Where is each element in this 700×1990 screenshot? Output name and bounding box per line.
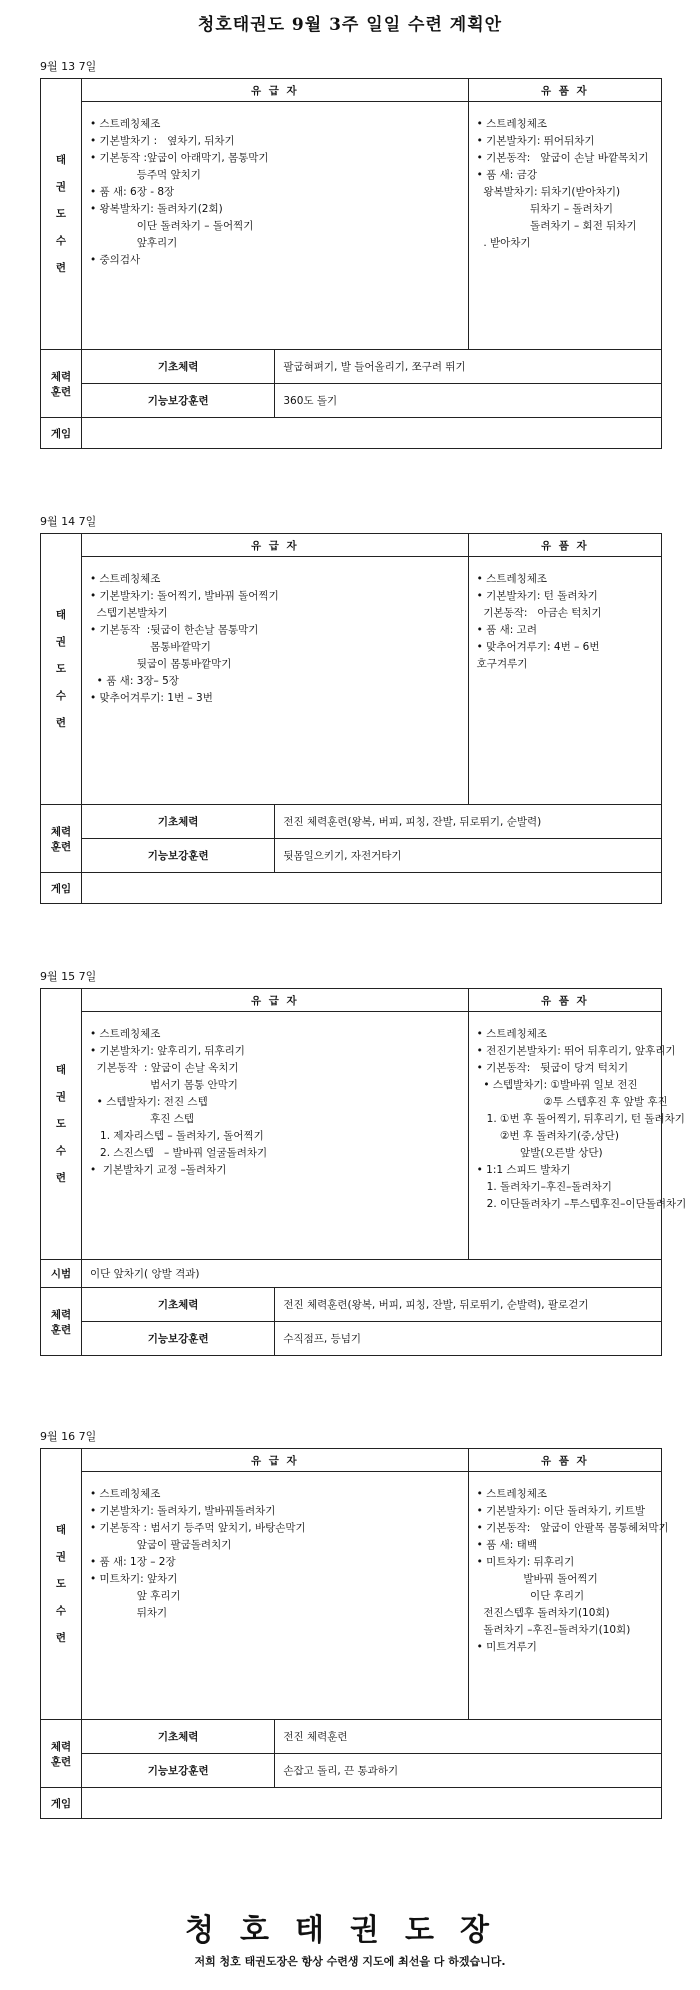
basic-fitness-label: 기초체력	[82, 1720, 275, 1754]
game-label: 게임	[41, 418, 82, 449]
training-label: 태 권 도 수 련	[41, 989, 82, 1260]
senior-plan: • 스트레칭체조 • 기본발차기: 이단 돌려차기, 키트발 • 기본동작: 앞굽이 안팔목 몸통헤쳐막기 • 품 새: 태백 • 미트차기: 뒤후리기 발바꿔 돌어찍기 이단 후리기 전진스텝후 돌려차기(10회) 돌려차기 –후진–돌려차기(10회) • 미트겨루기	[468, 1472, 661, 1720]
game-value	[82, 1788, 662, 1819]
senior-plan: • 스트레칭체조 • 기본발차기: 턴 돌려차기 기본동작: 아금손 턱치기 • 품 새: 고려 • 맞추어겨루기: 4번 – 6번 호구겨루기	[468, 557, 661, 805]
fitness-label: 체력 훈련	[41, 1720, 82, 1788]
basic-fitness-label: 기초체력	[82, 1288, 275, 1322]
day-date: 9월 15 7일	[40, 970, 97, 983]
column-header-junior: 유 급 자	[82, 1449, 469, 1472]
day-plan-table	[40, 78, 662, 449]
senior-plan: • 스트레칭체조 • 기본발차기: 뛰어뒤차기 • 기본동작: 앞굽이 손날 바깥목치기 • 품 새: 금강 왕복발차기: 뒤차기(받아차기) 뒤차기 – 돌려차기 돌려차기 – 회전 뒤차기 . 받아차기	[468, 102, 661, 350]
training-label: 태 권 도 수 련	[41, 1449, 82, 1720]
game-label: 게임	[41, 873, 82, 904]
supplement-training-label: 기능보강훈련	[82, 839, 275, 873]
senior-plan: • 스트레칭체조 • 전진기본발차기: 뛰어 뒤후리기, 앞후리기 • 기본동작: 뒷굽이 당겨 턱치기 • 스텝발차기: ①발바꿔 일보 전진 ②투 스텝후진 후 앞발 후진 1. ①번 후 돌어찍기, 뒤후리기, 턴 돌려차기 ②번 후 돌려차기(중,상단) 앞발(오른발 상단) • 1:1 스피드 발차기 1. 돌려차기–후진–돌려차기 2. 이단돌려차기 –투스텝후진–이단돌려차기	[468, 1012, 661, 1260]
training-label: 태 권 도 수 련	[41, 534, 82, 805]
page-title: 청호태권도 9월 3주 일일 수련 계획안	[197, 15, 503, 35]
supplement-training-label: 기능보강훈련	[82, 384, 275, 418]
column-header-junior: 유 급 자	[82, 79, 469, 102]
junior-plan: • 스트레칭체조 • 기본발차기: 앞후리기, 뒤후리기 기본동작 : 앞굽이 손날 옥치기 범서기 몸통 안막기 • 스텝발차기: 전진 스텝 후진 스텝 1. 제자리스텝 – 돌려차기, 돌어찍기 2. 스진스텝 – 발바꿔 얼굴돌려차기 • 기본발차기 교정 –돌려차기	[82, 1012, 469, 1260]
supplement-training-value: 수직점프, 등넘기	[275, 1322, 662, 1356]
basic-fitness-value: 전진 체력훈련(왕복, 버피, 피칭, 잔발, 뒤로뛰기, 순발력), 팔로걷기	[275, 1288, 662, 1322]
supplement-training-value: 뒷몸일으키기, 자전거타기	[275, 839, 662, 873]
footer-slogan: 저희 청호 태권도장은 항상 수련생 지도에 최선을 다 하겠습니다.	[194, 1955, 506, 1968]
supplement-training-value: 손잡고 돌리, 끈 통과하기	[275, 1754, 662, 1788]
fitness-label: 체력 훈련	[41, 1288, 82, 1356]
game-label: 게임	[41, 1788, 82, 1819]
game-value	[82, 873, 662, 904]
supplement-training-label: 기능보강훈련	[82, 1754, 275, 1788]
supplement-training-label: 기능보강훈련	[82, 1322, 275, 1356]
day-plan-table	[40, 533, 662, 904]
column-header-senior: 유 품 자	[468, 989, 661, 1012]
supplement-training-value: 360도 돌기	[275, 384, 662, 418]
junior-plan: • 스트레칭체조 • 기본발차기 : 옆차기, 뒤차기 • 기본동작 :앞굽이 아래막기, 몸통막기 등주먹 앞치기 • 품 새: 6장 - 8장 • 왕복발차기: 돌려차기(2회) 이단 돌려차기 – 돌어찍기 앞후리기 • 중의검사	[82, 102, 469, 350]
basic-fitness-label: 기초체력	[82, 350, 275, 384]
basic-fitness-label: 기초체력	[82, 805, 275, 839]
training-label: 태 권 도 수 련	[41, 79, 82, 350]
day-date: 9월 13 7일	[40, 60, 97, 73]
column-header-junior: 유 급 자	[82, 989, 469, 1012]
column-header-senior: 유 품 자	[468, 79, 661, 102]
day-plan-table	[40, 988, 687, 1356]
fitness-label: 체력 훈련	[41, 350, 82, 418]
basic-fitness-value: 팔굽혀펴기, 발 들어올리기, 쪼구려 뛰기	[275, 350, 662, 384]
day-date: 9월 14 7일	[40, 515, 97, 528]
column-header-junior: 유 급 자	[82, 534, 469, 557]
junior-plan: • 스트레칭체조 • 기본발차기: 돌어찍기, 발바꿔 돌어찍기 스텝기본발차기 • 기본동작 :뒷굽이 한손날 몸통막기 몸통바깥막기 뒷굽이 몸통바깥막기 • 품 새: 3장– 5장 • 맞추어겨루기: 1번 – 3번	[82, 557, 469, 805]
basic-fitness-value: 전진 체력훈련(왕복, 버피, 피칭, 잔발, 뒤로뛰기, 순발력)	[275, 805, 662, 839]
dojang-name: 청호태권도장	[185, 1913, 515, 1948]
column-header-senior: 유 품 자	[468, 534, 661, 557]
day-date: 9월 16 7일	[40, 1430, 97, 1443]
junior-plan: • 스트레칭체조 • 기본발차기: 돌려차기, 발바꿔돌려차기 • 기본동작 : 범서기 등주먹 앞치기, 바탕손막기 앞굽이 팔굽돌려치기 • 품 새: 1장 – 2장 • 미트차기: 앞차기 앞 후리기 뒤차기	[82, 1472, 469, 1720]
basic-fitness-value: 전진 체력훈련	[275, 1720, 662, 1754]
fitness-label: 체력 훈련	[41, 805, 82, 873]
day-plan-table	[40, 1448, 669, 1819]
column-header-senior: 유 품 자	[468, 1449, 661, 1472]
game-value	[82, 418, 662, 449]
demonstration-value: 이단 앞차기( 앙발 격과)	[82, 1260, 662, 1288]
demonstration-label: 시범	[41, 1260, 82, 1288]
